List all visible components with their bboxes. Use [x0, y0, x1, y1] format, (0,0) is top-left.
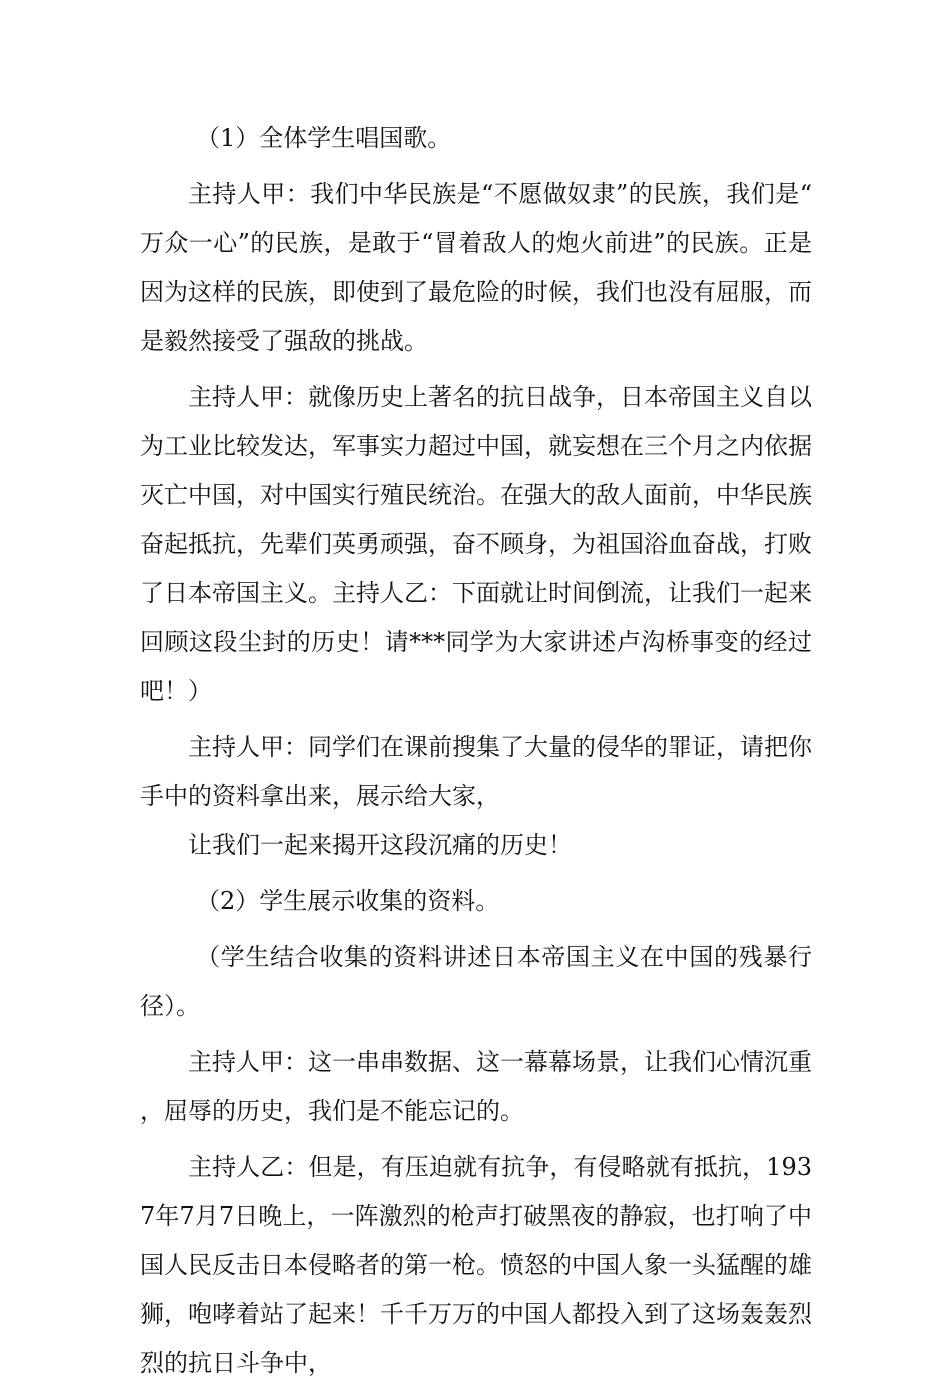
- paragraph-host-b-resist: 主持人乙：但是，有压迫就有抗争，有侵略就有抵抗，1937年7月7日晚上，一阵激烈的枪声打破黑夜的静寂，也打响了中国人民反击日本侵略者的第一枪。愤怒的中国人象一头猛醒的雄狮，咆哮着站了起来！千千万万的中国人都投入到了这场轰轰烈烈的抗日斗争中，: [140, 1153, 812, 1377]
- paragraph-students-narrate: （学生结合收集的资料讲述日本帝国主义在中国的残暴行径）。: [140, 943, 812, 1020]
- paragraph-host-a-evidence: 主持人甲：同学们在课前搜集了大量的侵华的罪证，请把你手中的资料拿出来，展示给大家，: [140, 733, 812, 810]
- paragraph-students-show: （2）学生展示收集的资料。: [196, 887, 500, 915]
- paragraph-host-a-nation: 主持人甲：我们中华民族是“不愿做奴隶”的民族，我们是“万众一心”的民族，是敢于“冒着敌人的炮火前进”的民族。正是因为这样的民族，即使到了最危险的时候，我们也没有屈服，而是毅然接受了强敌的挑战。: [140, 180, 812, 355]
- paragraph-host-a-war: 主持人甲：就像历史上著名的抗日战争，日本帝国主义自以为工业比较发达，军事实力超过中国，就妄想在三个月之内依据灭亡中国，对中国实行殖民统治。在强大的敌人面前，中华民族奋起抵抗，先辈们英勇顽强，奋不顾身，为祖国浴血奋战，打败了日本帝国主义。主持人乙：下面就让时间倒流，让我们一起来回顾这段尘封的历史！请***同学为大家讲述卢沟桥事变的经过吧！）: [140, 383, 812, 705]
- paragraph-reveal-history: 让我们一起来揭开这段沉痛的历史！: [188, 831, 572, 859]
- paragraph-host-a-remember: 主持人甲：这一串串数据、这一幕幕场景，让我们心情沉重，屈辱的历史，我们是不能忘记的。: [140, 1048, 812, 1125]
- document-body: [140, 114, 812, 1395]
- paragraph-anthem: （1）全体学生唱国歌。: [196, 124, 452, 152]
